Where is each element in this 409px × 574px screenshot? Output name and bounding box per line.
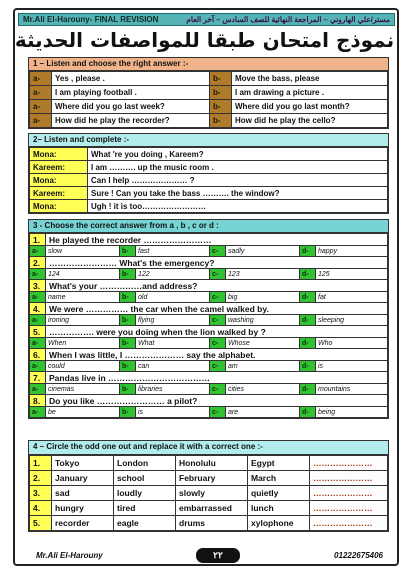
question-number: 6. — [30, 349, 46, 361]
options-row — [30, 384, 388, 395]
option-letter: d- — [300, 292, 316, 303]
options-row — [30, 292, 388, 303]
option-choice[interactable]: happy — [316, 246, 388, 257]
options-row — [30, 315, 388, 326]
options-row — [30, 361, 388, 372]
option-choice[interactable]: What — [136, 338, 210, 349]
answer-blank[interactable]: ………………… — [310, 486, 388, 501]
speaker-name: Mona: — [30, 174, 88, 187]
dialogue-table — [29, 147, 388, 213]
question-number: 2. — [30, 257, 46, 269]
option-letter: a- — [30, 246, 46, 257]
option-letter: c- — [210, 384, 226, 395]
row-number: 1. — [30, 456, 52, 471]
option-letter: c- — [210, 246, 226, 257]
option-text[interactable]: Where did you go last week? — [52, 100, 210, 114]
option-text[interactable]: I am playing football . — [52, 86, 210, 100]
option-label: a- — [30, 72, 52, 86]
option-choice[interactable]: being — [316, 407, 388, 418]
speaker-name: Mona: — [30, 200, 88, 213]
option-choice[interactable]: cinemas — [46, 384, 120, 395]
dialogue-row — [30, 187, 388, 200]
answer-blank[interactable]: ………………… — [310, 516, 388, 531]
table-row — [30, 100, 388, 114]
word-choice[interactable]: March — [248, 471, 310, 486]
word-choice[interactable]: slowly — [176, 486, 248, 501]
option-choice[interactable]: big — [226, 292, 300, 303]
option-text[interactable]: Move the bass, please — [232, 72, 388, 86]
question-number: 3. — [30, 280, 46, 292]
option-letter: a- — [30, 292, 46, 303]
word-choice[interactable]: school — [114, 471, 176, 486]
option-letter: b- — [120, 407, 136, 418]
options-row — [30, 338, 388, 349]
row-number: 5. — [30, 516, 52, 531]
option-letter: d- — [300, 269, 316, 280]
option-letter: a- — [30, 315, 46, 326]
speaker-name: Mona: — [30, 148, 88, 161]
option-text[interactable]: How did he play the cello? — [232, 114, 388, 128]
option-choice[interactable]: libraries — [136, 384, 210, 395]
dialogue-row — [30, 200, 388, 213]
header-left: Mr.Ali El-Harouny- FINAL REVISION — [23, 15, 159, 24]
option-choice[interactable]: mountains — [316, 384, 388, 395]
question-row — [30, 303, 388, 315]
option-letter: c- — [210, 338, 226, 349]
option-choice[interactable]: is — [316, 361, 388, 372]
top-bar — [18, 13, 395, 26]
odd-row — [30, 471, 388, 486]
word-choice[interactable]: Honolulu — [176, 456, 248, 471]
table-row — [30, 114, 388, 128]
header-right: مستر/علي الهاروني – المراجعة النهائية للصف السادس – آخر العام — [186, 15, 390, 24]
answer-blank[interactable]: ………………… — [310, 471, 388, 486]
word-choice[interactable]: xylophone — [248, 516, 310, 531]
row-number: 3. — [30, 486, 52, 501]
page-title: نموذج امتحان طبقا للمواصفات الحديثة — [14, 28, 395, 52]
option-label: a- — [30, 114, 52, 128]
option-letter: b- — [120, 338, 136, 349]
question-number: 8. — [30, 395, 46, 407]
table-row — [30, 86, 388, 100]
dialogue-row — [30, 174, 388, 187]
option-choice[interactable]: 122 — [136, 269, 210, 280]
option-choice[interactable]: be — [46, 407, 120, 418]
option-letter: a- — [30, 338, 46, 349]
dialogue-line[interactable]: Ugh ! it is too…………………… — [88, 200, 388, 213]
choices-table — [29, 71, 388, 128]
option-choice[interactable]: cities — [226, 384, 300, 395]
question-text: We were …………… the car when the camel walked by. — [46, 303, 388, 315]
option-letter: d- — [300, 384, 316, 395]
option-choice[interactable]: is — [136, 407, 210, 418]
option-choice[interactable]: 125 — [316, 269, 388, 280]
dialogue-row — [30, 161, 388, 174]
question-text: What's your ……………and address? — [46, 280, 388, 292]
question-number: 4. — [30, 303, 46, 315]
answer-blank[interactable]: ………………… — [310, 456, 388, 471]
word-choice[interactable]: loudly — [114, 486, 176, 501]
option-label: b- — [210, 114, 232, 128]
option-choice[interactable]: can — [136, 361, 210, 372]
dialogue-line[interactable]: Can I help ………………… ? — [88, 174, 388, 187]
word-choice[interactable]: tired — [114, 501, 176, 516]
option-choice[interactable]: could — [46, 361, 120, 372]
row-number: 2. — [30, 471, 52, 486]
speaker-name: Kareem: — [30, 187, 88, 200]
option-choice[interactable]: ironing — [46, 315, 120, 326]
option-letter: b- — [120, 315, 136, 326]
word-choice[interactable]: February — [176, 471, 248, 486]
section-choose-correct — [28, 219, 389, 419]
word-choice[interactable]: quietly — [248, 486, 310, 501]
row-number: 4. — [30, 501, 52, 516]
question-text: Do you like …………………… a pilot? — [46, 395, 388, 407]
section-listen-complete — [28, 133, 389, 214]
question-text: ……………. were you doing when the lion walked by ? — [46, 326, 388, 338]
odd-row — [30, 456, 388, 471]
option-choice[interactable]: fat — [316, 292, 388, 303]
option-choice[interactable]: name — [46, 292, 120, 303]
word-choice[interactable]: Egypt — [248, 456, 310, 471]
option-letter: b- — [120, 246, 136, 257]
word-choice[interactable]: January — [52, 471, 114, 486]
option-choice[interactable]: sadly — [226, 246, 300, 257]
question-row — [30, 234, 388, 246]
option-letter: a- — [30, 269, 46, 280]
option-label: b- — [210, 72, 232, 86]
option-text[interactable]: I am drawing a picture . — [232, 86, 388, 100]
option-letter: c- — [210, 292, 226, 303]
question-text: When I was little, I ………………… say the alphabet. — [46, 349, 388, 361]
dialogue-line[interactable]: What 're you doing , Kareem? — [88, 148, 388, 161]
question-number: 7. — [30, 372, 46, 384]
option-choice[interactable]: slow — [46, 246, 120, 257]
option-letter: d- — [300, 315, 316, 326]
word-choice[interactable]: hungry — [52, 501, 114, 516]
options-row — [30, 269, 388, 280]
section-odd-one-out — [28, 440, 389, 532]
option-letter: d- — [300, 361, 316, 372]
question-number: 5. — [30, 326, 46, 338]
dialogue-row — [30, 148, 388, 161]
question-row — [30, 372, 388, 384]
option-letter: c- — [210, 315, 226, 326]
option-letter: b- — [120, 384, 136, 395]
question-row — [30, 395, 388, 407]
option-letter: a- — [30, 361, 46, 372]
options-row — [30, 407, 388, 418]
option-letter: d- — [300, 246, 316, 257]
option-letter: a- — [30, 407, 46, 418]
section-listen-choose — [28, 57, 389, 129]
option-choice[interactable]: When — [46, 338, 120, 349]
speaker-name: Kareem: — [30, 161, 88, 174]
footer-phone: 01222675406 — [334, 551, 383, 560]
option-label: a- — [30, 86, 52, 100]
option-choice[interactable]: Whose — [226, 338, 300, 349]
option-letter: c- — [210, 361, 226, 372]
dialogue-line[interactable]: Sure ! Can you take the bass ………. the window? — [88, 187, 388, 200]
section-title: 3 - Choose the correct answer from a , b , c or d : — [29, 220, 388, 233]
section-title: 4 – Circle the odd one out and replace it with a correct one :- — [29, 441, 388, 455]
option-letter: d- — [300, 407, 316, 418]
section-title: 1 – Listen and choose the right answer :- — [29, 58, 388, 71]
option-choice[interactable]: washing — [226, 315, 300, 326]
option-letter: d- — [300, 338, 316, 349]
option-label: b- — [210, 86, 232, 100]
option-choice[interactable]: sleeping — [316, 315, 388, 326]
dialogue-line[interactable]: I am ………. up the music room . — [88, 161, 388, 174]
word-choice[interactable]: sad — [52, 486, 114, 501]
option-letter: b- — [120, 361, 136, 372]
option-letter: c- — [210, 407, 226, 418]
option-label: a- — [30, 100, 52, 114]
word-choice[interactable]: Tokyo — [52, 456, 114, 471]
answer-blank[interactable]: ………………… — [310, 501, 388, 516]
question-text: He played the recorder …………………… — [46, 234, 388, 246]
odd-row — [30, 501, 388, 516]
option-text[interactable]: Yes , please . — [52, 72, 210, 86]
word-choice[interactable]: lunch — [248, 501, 310, 516]
option-label: b- — [210, 100, 232, 114]
question-row — [30, 257, 388, 269]
odd-row — [30, 486, 388, 501]
question-row — [30, 326, 388, 338]
option-choice[interactable]: old — [136, 292, 210, 303]
option-choice[interactable]: am — [226, 361, 300, 372]
mcq-table — [29, 233, 388, 418]
option-choice[interactable]: fast — [136, 246, 210, 257]
option-choice[interactable]: 123 — [226, 269, 300, 280]
options-row — [30, 246, 388, 257]
table-row — [30, 72, 388, 86]
footer-author: Mr.Ali El-Harouny — [36, 551, 103, 560]
option-letter: a- — [30, 384, 46, 395]
section-title: 2– Listen and complete :- — [29, 134, 388, 147]
word-choice[interactable]: recorder — [52, 516, 114, 531]
option-choice[interactable]: 124 — [46, 269, 120, 280]
option-letter: b- — [120, 269, 136, 280]
question-number: 1. — [30, 234, 46, 246]
option-text[interactable]: Where did you go last month? — [232, 100, 388, 114]
word-choice[interactable]: drums — [176, 516, 248, 531]
word-choice[interactable]: embarrassed — [176, 501, 248, 516]
odd-row — [30, 516, 388, 531]
odd-one-table — [29, 455, 388, 531]
option-choice[interactable]: flying — [136, 315, 210, 326]
option-choice[interactable]: Who — [316, 338, 388, 349]
option-letter: c- — [210, 269, 226, 280]
question-row — [30, 280, 388, 292]
footer — [28, 548, 389, 563]
page-number: ٢٢ — [196, 548, 240, 563]
question-text: Pandas live in ……………………………… — [46, 372, 388, 384]
word-choice[interactable]: eagle — [114, 516, 176, 531]
question-row — [30, 349, 388, 361]
option-text[interactable]: How did he play the recorder? — [52, 114, 210, 128]
question-text: …………………… What's the emergency? — [46, 257, 388, 269]
option-letter: b- — [120, 292, 136, 303]
word-choice[interactable]: London — [114, 456, 176, 471]
option-choice[interactable]: are — [226, 407, 300, 418]
